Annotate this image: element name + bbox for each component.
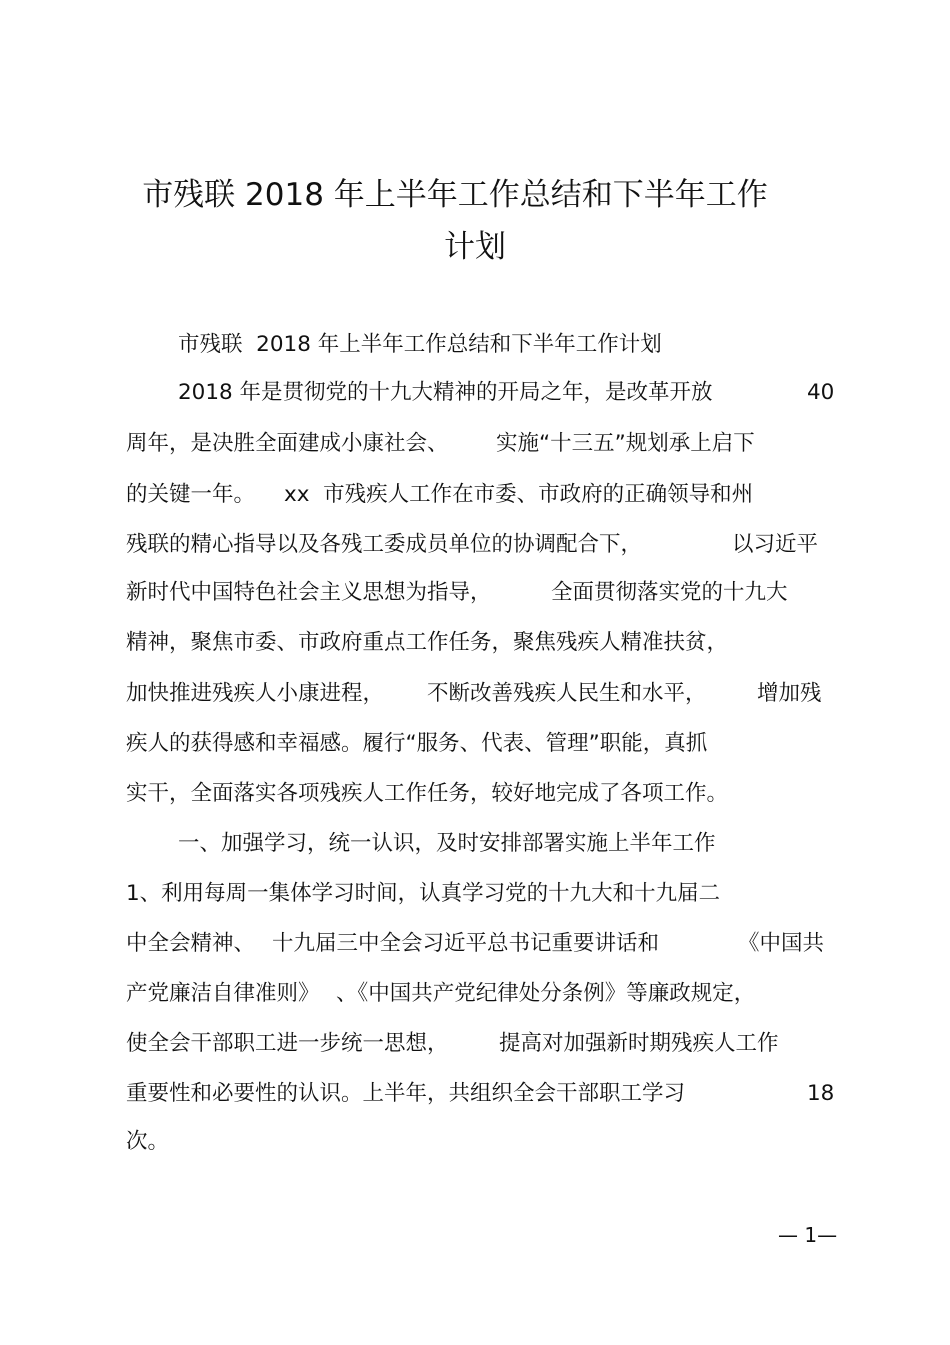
paragraph-line: 1、利用每周一集体学习时间，认真学习党的十九大和十九届二 [126, 881, 721, 906]
section-heading: 一、加强学习，统一认识，及时安排部署实施上半年工作 [178, 831, 716, 856]
paragraph-line: 产党廉洁自律准则》 [126, 981, 320, 1006]
paragraph-line: 周年，是决胜全面建成小康社会、 [126, 431, 449, 456]
document-title-line-1: 市残联 2018 年上半年工作总结和下半年工作 [142, 177, 768, 213]
page-number: — 1— [778, 1223, 838, 1247]
paragraph-line-segment: 不断改善残疾人民生和水平， [427, 681, 707, 706]
paragraph-line: 残联的精心指导以及各残工委成员单位的协调配合下， [126, 532, 643, 557]
paragraph-line: 加快推进残疾人小康进程， [126, 681, 385, 706]
paragraph-line-segment: 实施“十三五”规划承上启下 [496, 431, 755, 456]
document-title-line-2: 计划 [444, 229, 506, 265]
paragraph-line: 2018 年是贯彻党的十九大精神的开局之年，是改革开放 [178, 380, 713, 405]
paragraph-line-segment: 十九届三中全会习近平总书记重要讲话和 [272, 931, 660, 956]
paragraph-line: 疾人的获得感和幸福感。履行“服务、代表、管理”职能，真抓 [126, 731, 708, 756]
paragraph-line-segment: 全面贯彻落实党的十九大 [551, 580, 788, 605]
paragraph-line: 实干，全面落实各项残疾人工作任务，较好地完成了各项工作。 [126, 781, 729, 806]
paragraph-line-segment: 以习近平 [732, 532, 819, 557]
paragraph-line: 使全会干部职工进一步统一思想， [126, 1031, 449, 1056]
paragraph-line-segment: 增加残 [757, 681, 822, 706]
paragraph-line: 市残联 2018 年上半年工作总结和下半年工作计划 [178, 332, 662, 357]
paragraph-line-segment: 、《中国共产党纪律处分条例》等廉政规定， [336, 981, 756, 1006]
paragraph-line-segment: 提高对加强新时期残疾人工作 [499, 1031, 779, 1056]
paragraph-line: 中全会精神、 [126, 931, 256, 956]
paragraph-line-segment: xx 市残疾人工作在市委、市政府的正确领导和州 [284, 482, 754, 507]
paragraph-line: 重要性和必要性的认识。上半年，共组织全会干部职工学习 [126, 1081, 686, 1106]
paragraph-line: 的关键一年。 [126, 482, 256, 507]
paragraph-line-segment: 40 [807, 380, 835, 405]
paragraph-line: 新时代中国特色社会主义思想为指导， [126, 580, 492, 605]
paragraph-line-segment: 《中国共 [738, 931, 825, 956]
paragraph-line: 次。 [126, 1129, 170, 1154]
paragraph-line-segment: 18 [807, 1081, 835, 1106]
paragraph-line: 精神，聚焦市委、市政府重点工作任务，聚焦残疾人精准扶贫， [126, 630, 729, 655]
